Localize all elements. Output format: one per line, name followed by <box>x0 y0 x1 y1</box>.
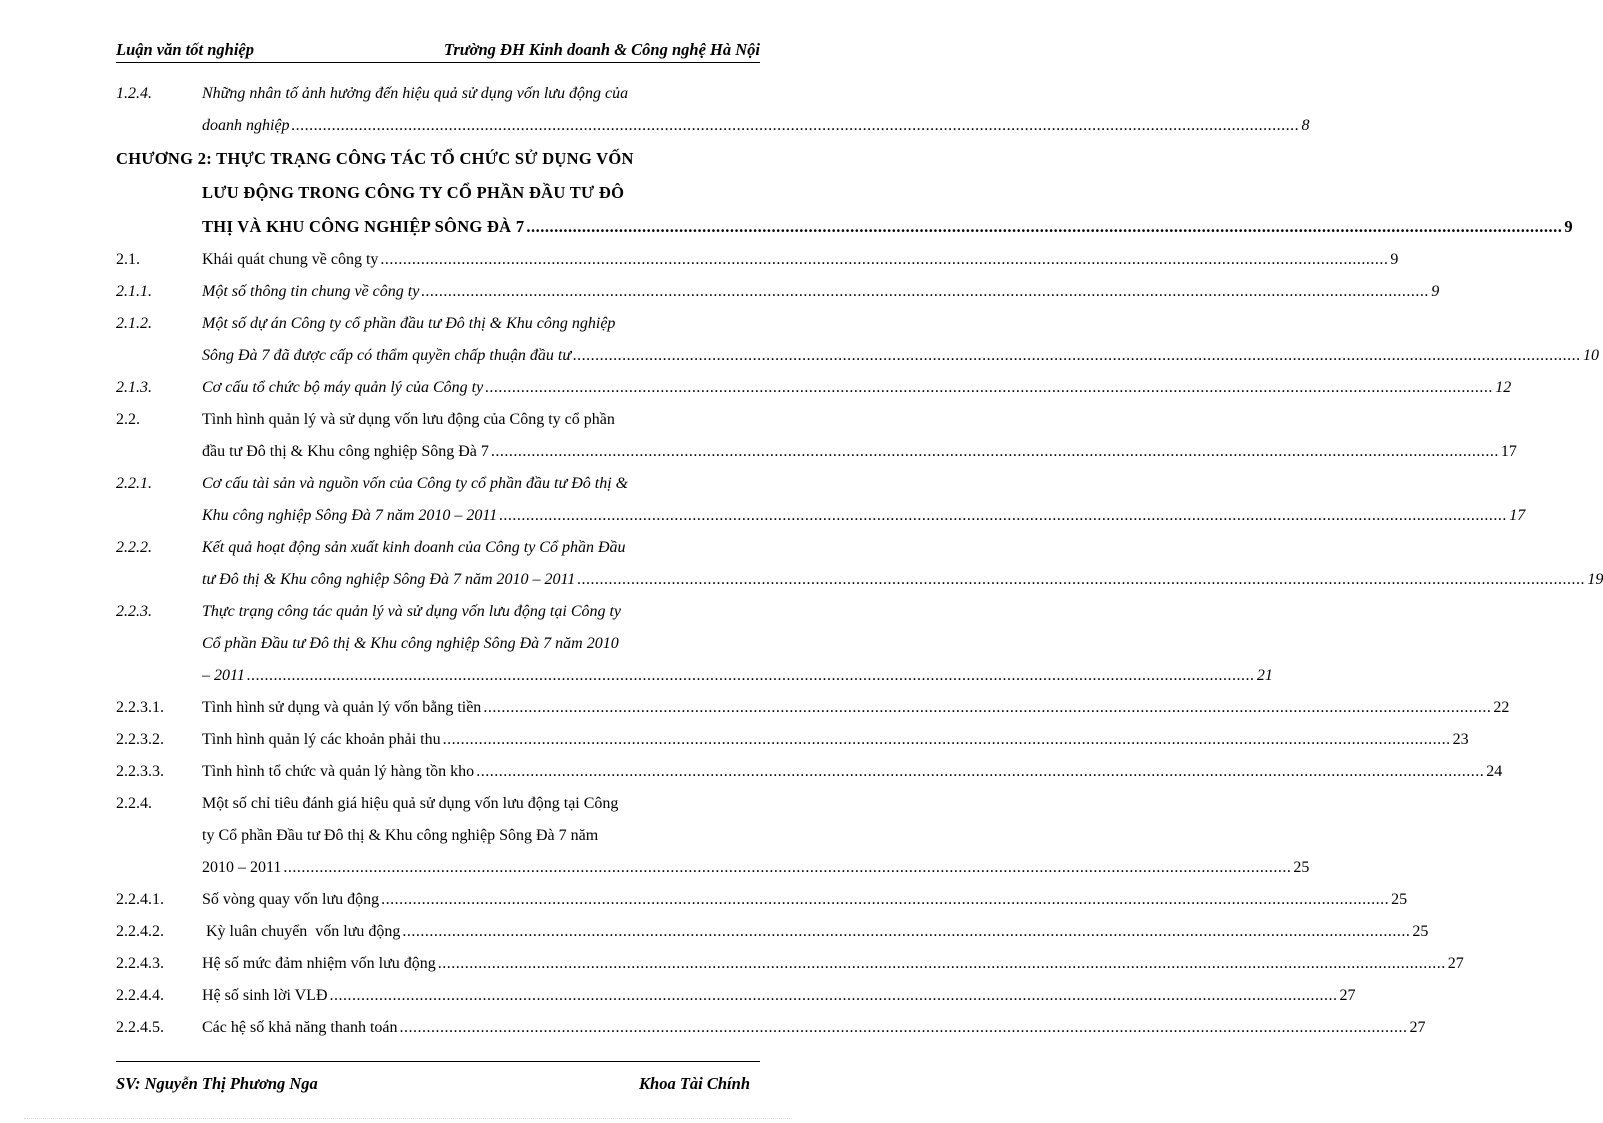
dot-leader <box>485 372 1493 404</box>
toc-entry <box>116 404 1517 468</box>
toc-entry <box>116 276 1440 308</box>
toc-entry-title: đầu tư Đô thị & Khu công nghiệp Sông Đà 7 <box>202 443 489 460</box>
dot-leader <box>483 692 1491 724</box>
toc-entry-number: 2.2.4. <box>116 795 152 812</box>
toc-entry-page: 12 <box>1495 379 1512 396</box>
toc-entry-title: – 2011 <box>202 667 245 684</box>
toc-entry-number: 2.1. <box>116 251 140 268</box>
toc-entry-title: Một số dự án Công ty cổ phần đầu tư Đô thị & Khu công nghiệp <box>202 315 616 332</box>
chapter-title: LƯU ĐỘNG TRONG CÔNG TY CỔ PHẦN ĐẦU TƯ ĐÔ <box>202 183 625 202</box>
dot-leader <box>283 852 1291 884</box>
dot-leader <box>247 660 1255 692</box>
chapter-heading <box>116 142 1573 244</box>
dot-leader <box>443 724 1451 756</box>
dot-leader <box>577 564 1585 596</box>
dot-leader <box>292 110 1300 142</box>
dot-leader <box>402 916 1410 948</box>
toc-entry-title: Cơ cấu tổ chức bộ máy quản lý của Công ty <box>202 379 484 396</box>
toc-entry-number: 2.2.2. <box>116 539 152 556</box>
toc-entry-number: 2.2. <box>116 411 140 428</box>
header-left: Luận văn tốt nghiệp <box>116 40 254 59</box>
footer-left: SV: Nguyễn Thị Phương Nga <box>116 1074 318 1093</box>
page-edge-divider <box>24 1118 792 1119</box>
toc-entry-title: Một số chỉ tiêu đánh giá hiệu quả sử dụng vốn lưu động tại Công <box>202 795 619 812</box>
toc-entry <box>116 788 1310 884</box>
toc-entry <box>116 1012 1426 1044</box>
dot-leader <box>330 980 1338 1012</box>
toc-entry-number: 2.1.3. <box>116 379 152 396</box>
toc-entry-page: 27 <box>1447 955 1464 972</box>
toc-entry-number: 2.2.3.1. <box>116 699 164 716</box>
toc-entry-title: Thực trạng công tác quản lý và sử dụng vốn lưu động tại Công ty <box>202 603 622 620</box>
toc-entry-title: Một số thông tin chung về công ty <box>202 283 420 300</box>
toc-entry-number: 2.2.4.3. <box>116 955 164 972</box>
page-footer <box>116 1061 760 1094</box>
toc-entry <box>116 308 1600 372</box>
toc-entry-title: Số vòng quay vốn lưu động <box>202 891 380 908</box>
dot-leader <box>476 756 1484 788</box>
toc-entry-number: 2.2.3. <box>116 603 152 620</box>
toc-entry-number: 2.1.2. <box>116 315 152 332</box>
dot-leader <box>499 500 1507 532</box>
dot-leader <box>438 948 1446 980</box>
toc-entry-title: Tình hình tổ chức và quản lý hàng tồn kho <box>202 763 475 780</box>
toc-entry-title: Kết quả hoạt động sản xuất kinh doanh của Công ty Cổ phần Đầu <box>202 539 626 556</box>
toc-entry <box>116 916 1429 948</box>
toc-entry-title: tư Đô thị & Khu công nghiệp Sông Đà 7 năm 2010 – 2011 <box>202 571 576 588</box>
dot-leader <box>381 884 1389 916</box>
toc-entry <box>116 948 1464 980</box>
toc-entry-page: 25 <box>1293 859 1310 876</box>
toc-entry-page: 25 <box>1412 923 1429 940</box>
toc-entry <box>116 756 1503 788</box>
dot-leader <box>380 244 1388 276</box>
toc-entry-page: 23 <box>1452 731 1469 748</box>
toc-entry <box>116 78 1310 142</box>
toc-entry-number: 2.2.4.2. <box>116 923 164 940</box>
toc-entry <box>116 692 1510 724</box>
toc-entry-title: Tình hình sử dụng và quản lý vốn bằng tiền <box>202 699 482 716</box>
toc-entry <box>116 980 1356 1012</box>
toc-entry-page: 27 <box>1409 1019 1426 1036</box>
page-header <box>116 36 760 63</box>
toc-entry-title: Những nhân tố ảnh hưởng đến hiệu quả sử dụng vốn lưu động của <box>202 85 629 102</box>
footer-right: Khoa Tài Chính <box>639 1074 750 1093</box>
chapter-page: 9 <box>1564 217 1573 236</box>
header-right: Trường ĐH Kinh doanh & Công nghệ Hà Nội <box>443 40 760 59</box>
toc-entry-title: 2010 – 2011 <box>202 859 282 876</box>
toc-entry-page: 19 <box>1587 571 1603 588</box>
dot-leader <box>573 340 1581 372</box>
toc-entry-page: 17 <box>1509 507 1526 524</box>
toc-entry-page: 9 <box>1390 251 1399 268</box>
chapter-title: THỊ VÀ KHU CÔNG NGHIỆP SÔNG ĐÀ 7 <box>202 217 525 236</box>
toc-entry-title: Hệ số sinh lời VLĐ <box>202 987 328 1004</box>
toc-entry-number: 1.2.4. <box>116 85 152 102</box>
toc-entry-page: 9 <box>1431 283 1440 300</box>
toc-entry-page: 17 <box>1500 443 1517 460</box>
toc-entry-page: 21 <box>1256 667 1273 684</box>
toc-entry-page: 22 <box>1493 699 1510 716</box>
toc-entry <box>116 724 1469 756</box>
toc-entry-number: 2.2.4.1. <box>116 891 164 908</box>
toc-entry-title: Hệ số mức đảm nhiệm vốn lưu động <box>202 955 436 972</box>
toc-entry-title: Cổ phần Đầu tư Đô thị & Khu công nghiệp Sông Đà 7 năm 2010 <box>202 635 619 652</box>
toc-entry-number: 2.2.3.2. <box>116 731 164 748</box>
toc-entry <box>116 468 1526 532</box>
toc-entry-page: 27 <box>1339 987 1356 1004</box>
toc-entry-page: 25 <box>1391 891 1408 908</box>
toc-entry <box>116 532 1603 596</box>
toc-entry-number: 2.2.3.3. <box>116 763 164 780</box>
toc-entry-title: Tình hình quản lý và sử dụng vốn lưu động của Công ty cổ phần <box>202 411 615 428</box>
table-of-contents <box>116 78 1603 1044</box>
toc-entry-page: 24 <box>1486 763 1503 780</box>
toc-entry-number: 2.2.4.5. <box>116 1019 164 1036</box>
toc-entry-title: doanh nghiệp <box>202 117 290 134</box>
toc-entry-page: 8 <box>1301 117 1310 134</box>
toc-entry-number: 2.2.1. <box>116 475 152 492</box>
toc-entry <box>116 244 1399 276</box>
toc-entry <box>116 372 1512 404</box>
toc-entry-page: 10 <box>1583 347 1600 364</box>
toc-entry-title: Sông Đà 7 đã được cấp có thẩm quyền chấp thuận đầu tư <box>202 347 572 364</box>
toc-entry <box>116 884 1408 916</box>
dot-leader <box>421 276 1429 308</box>
dot-leader <box>526 210 1562 244</box>
dot-leader <box>491 436 1499 468</box>
toc-entry-title: Khái quát chung về công ty <box>202 251 379 268</box>
toc-entry-title: Các hệ số khả năng thanh toán <box>202 1019 398 1036</box>
toc-entry-title: Kỳ luân chuyển vốn lưu động <box>202 923 401 940</box>
toc-entry-title: Cơ cấu tài sản và nguồn vốn của Công ty cổ phần đầu tư Đô thị & <box>202 475 629 492</box>
toc-entry-title: Khu công nghiệp Sông Đà 7 năm 2010 – 2011 <box>202 507 498 524</box>
dot-leader <box>400 1012 1408 1044</box>
toc-entry-number: 2.1.1. <box>116 283 152 300</box>
toc-entry <box>116 596 1273 692</box>
toc-entry-number: 2.2.4.4. <box>116 987 164 1004</box>
toc-entry-title: Tình hình quản lý các khoản phải thu <box>202 731 441 748</box>
chapter-title: CHƯƠNG 2: THỰC TRẠNG CÔNG TÁC TỔ CHỨC SỬ DỤNG VỐN <box>116 149 634 168</box>
toc-entry-title: ty Cổ phần Đầu tư Đô thị & Khu công nghiệp Sông Đà 7 năm <box>202 827 599 844</box>
